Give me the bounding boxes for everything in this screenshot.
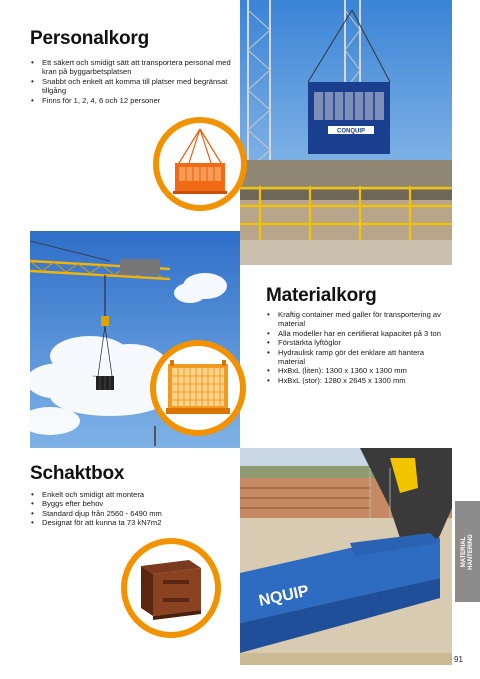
- list-item: • Ett säkert och smidigt sätt att transportera personal med kran på byggarbetsplatsen: [30, 58, 240, 77]
- side-tab-line1: MATERIAL: [460, 536, 467, 567]
- product-circle-personalkorg: [153, 117, 247, 211]
- side-tab-label: [461, 534, 475, 570]
- materialkorg-bullet-list: [266, 310, 452, 385]
- list-item: • Enkelt och smidigt att montera: [30, 490, 230, 499]
- trench-box-image: [127, 544, 215, 632]
- list-item: • HxBxL (stor): 1280 x 2645 x 1300 mm: [266, 376, 452, 385]
- product-circle-schaktbox: [121, 538, 221, 638]
- list-item: • Standard djup från 2560 - 6490 mm: [30, 509, 230, 518]
- list-item: • Alla modeller har en certifierat kapacitet på 3 ton: [266, 329, 452, 338]
- page-number: 91: [454, 655, 463, 664]
- list-item: • Byggs efter behov: [30, 499, 230, 508]
- trench-box-brand-label: NQUIP: [257, 582, 311, 610]
- list-item: • Designat för att kunna ta 73 kN7m2: [30, 518, 230, 527]
- section-title-schaktbox: Schaktbox: [30, 463, 125, 484]
- section-title-materialkorg: Materialkorg: [266, 285, 377, 306]
- list-item: • Förstärkta lyftöglor: [266, 338, 452, 347]
- side-tab-line2: HANTERING: [467, 533, 474, 570]
- personnel-basket-image: [159, 123, 241, 205]
- list-item: • Hydraulisk ramp gör det enklare att hantera material: [266, 348, 452, 367]
- section-title-personalkorg: Personalkorg: [30, 28, 150, 49]
- material-cage-image: [156, 346, 240, 430]
- personalkorg-bullet-list: [30, 58, 240, 105]
- schaktbox-bullet-list: [30, 490, 230, 528]
- list-item: • Kraftig container med galler för transportering av material: [266, 310, 452, 329]
- list-item: • Snabbt och enkelt att komma till platser med begränsat tillgång: [30, 77, 240, 96]
- cage-brand-label: CONQUIP: [336, 128, 366, 135]
- product-circle-materialkorg: [150, 340, 246, 436]
- photo-personnel-cage-construction: [240, 0, 452, 265]
- list-item: • HxBxL (liten): 1300 x 1360 x 1300 mm: [266, 366, 452, 375]
- list-item: • Finns för 1, 2, 4, 6 och 12 personer: [30, 96, 240, 105]
- photo-trench-box-excavator: [240, 448, 452, 665]
- side-tab-material-hantering: [455, 501, 480, 602]
